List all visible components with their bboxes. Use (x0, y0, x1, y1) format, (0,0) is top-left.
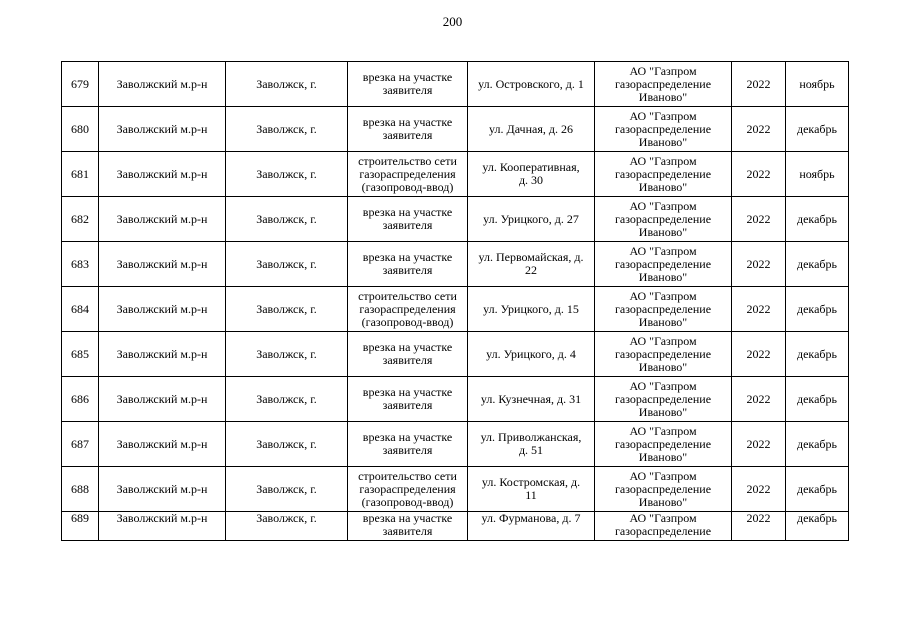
district-cell: Заволжский м.р-н (99, 467, 226, 512)
work-type-cell: врезка на участке заявителя (348, 242, 468, 287)
month-cell: декабрь (786, 242, 849, 287)
year-cell: 2022 (732, 422, 786, 467)
month-cell: декабрь (786, 332, 849, 377)
table-row (62, 422, 849, 467)
row-number-cell: 679 (62, 62, 99, 107)
year-cell: 2022 (732, 197, 786, 242)
work-type-cell: врезка на участке заявителя (348, 422, 468, 467)
city-cell: Заволжск, г. (226, 287, 348, 332)
city-cell: Заволжск, г. (226, 197, 348, 242)
district-cell: Заволжский м.р-н (99, 62, 226, 107)
city-cell: Заволжск, г. (226, 422, 348, 467)
address-cell: ул. Фурманова, д. 7 (468, 512, 595, 541)
table-row (62, 467, 849, 512)
city-cell: Заволжск, г. (226, 467, 348, 512)
work-type-cell: строительство сети газораспределения (газопровод-ввод) (348, 467, 468, 512)
year-cell: 2022 (732, 377, 786, 422)
page-number: 200 (442, 14, 463, 29)
district-cell: Заволжский м.р-н (99, 152, 226, 197)
row-number-cell: 684 (62, 287, 99, 332)
district-cell: Заволжский м.р-н (99, 107, 226, 152)
organization-cell: АО "Газпром газораспределение Иваново" (595, 332, 732, 377)
city-cell: Заволжск, г. (226, 107, 348, 152)
table-row (62, 332, 849, 377)
month-cell: ноябрь (786, 152, 849, 197)
year-cell: 2022 (732, 152, 786, 197)
district-cell: Заволжский м.р-н (99, 377, 226, 422)
table-row (62, 152, 849, 197)
city-cell: Заволжск, г. (226, 242, 348, 287)
table-row (62, 377, 849, 422)
year-cell: 2022 (732, 332, 786, 377)
address-cell: ул. Костромская, д. 11 (468, 467, 595, 512)
month-cell: декабрь (786, 287, 849, 332)
year-cell: 2022 (732, 242, 786, 287)
month-cell: декабрь (786, 512, 849, 541)
table-body (62, 62, 849, 541)
organization-cell: АО "Газпром газораспределение Иваново" (595, 242, 732, 287)
organization-cell: АО "Газпром газораспределение Иваново" (595, 62, 732, 107)
organization-cell: АО "Газпром газораспределение Иваново" (595, 152, 732, 197)
year-cell: 2022 (732, 62, 786, 107)
work-type-cell: врезка на участке заявителя (348, 512, 468, 541)
table-row (62, 197, 849, 242)
row-number-cell: 681 (62, 152, 99, 197)
organization-cell: АО "Газпром газораспределение (595, 512, 732, 541)
row-number-cell: 688 (62, 467, 99, 512)
month-cell: декабрь (786, 197, 849, 242)
work-type-cell: врезка на участке заявителя (348, 62, 468, 107)
month-cell: ноябрь (786, 62, 849, 107)
month-cell: декабрь (786, 377, 849, 422)
row-number-cell: 680 (62, 107, 99, 152)
city-cell: Заволжск, г. (226, 377, 348, 422)
work-type-cell: строительство сети газораспределения (газопровод-ввод) (348, 287, 468, 332)
table-row (62, 62, 849, 107)
organization-cell: АО "Газпром газораспределение Иваново" (595, 197, 732, 242)
address-cell: ул. Урицкого, д. 4 (468, 332, 595, 377)
table-row (62, 107, 849, 152)
district-cell: Заволжский м.р-н (99, 512, 226, 541)
row-number-cell: 689 (62, 512, 99, 541)
gasification-table (61, 61, 849, 541)
address-cell: ул. Урицкого, д. 27 (468, 197, 595, 242)
organization-cell: АО "Газпром газораспределение Иваново" (595, 467, 732, 512)
work-type-cell: врезка на участке заявителя (348, 377, 468, 422)
row-number-cell: 686 (62, 377, 99, 422)
month-cell: декабрь (786, 107, 849, 152)
address-cell: ул. Дачная, д. 26 (468, 107, 595, 152)
row-number-cell: 683 (62, 242, 99, 287)
table-row (62, 287, 849, 332)
month-cell: декабрь (786, 422, 849, 467)
row-number-cell: 687 (62, 422, 99, 467)
work-type-cell: врезка на участке заявителя (348, 332, 468, 377)
table-row (62, 512, 849, 541)
year-cell: 2022 (732, 467, 786, 512)
address-cell: ул. Приволжанская, д. 51 (468, 422, 595, 467)
district-cell: Заволжский м.р-н (99, 332, 226, 377)
table-row (62, 242, 849, 287)
year-cell: 2022 (732, 512, 786, 541)
address-cell: ул. Первомайская, д. 22 (468, 242, 595, 287)
district-cell: Заволжский м.р-н (99, 242, 226, 287)
month-cell: декабрь (786, 467, 849, 512)
district-cell: Заволжский м.р-н (99, 197, 226, 242)
address-cell: ул. Урицкого, д. 15 (468, 287, 595, 332)
city-cell: Заволжск, г. (226, 62, 348, 107)
city-cell: Заволжск, г. (226, 332, 348, 377)
work-type-cell: врезка на участке заявителя (348, 107, 468, 152)
address-cell: ул. Кооперативная, д. 30 (468, 152, 595, 197)
organization-cell: АО "Газпром газораспределение Иваново" (595, 377, 732, 422)
district-cell: Заволжский м.р-н (99, 422, 226, 467)
address-cell: ул. Островского, д. 1 (468, 62, 595, 107)
work-type-cell: строительство сети газораспределения (газопровод-ввод) (348, 152, 468, 197)
organization-cell: АО "Газпром газораспределение Иваново" (595, 287, 732, 332)
year-cell: 2022 (732, 287, 786, 332)
organization-cell: АО "Газпром газораспределение Иваново" (595, 107, 732, 152)
row-number-cell: 685 (62, 332, 99, 377)
city-cell: Заволжск, г. (226, 152, 348, 197)
organization-cell: АО "Газпром газораспределение Иваново" (595, 422, 732, 467)
row-number-cell: 682 (62, 197, 99, 242)
work-type-cell: врезка на участке заявителя (348, 197, 468, 242)
district-cell: Заволжский м.р-н (99, 287, 226, 332)
city-cell: Заволжск, г. (226, 512, 348, 541)
year-cell: 2022 (732, 107, 786, 152)
address-cell: ул. Кузнечная, д. 31 (468, 377, 595, 422)
